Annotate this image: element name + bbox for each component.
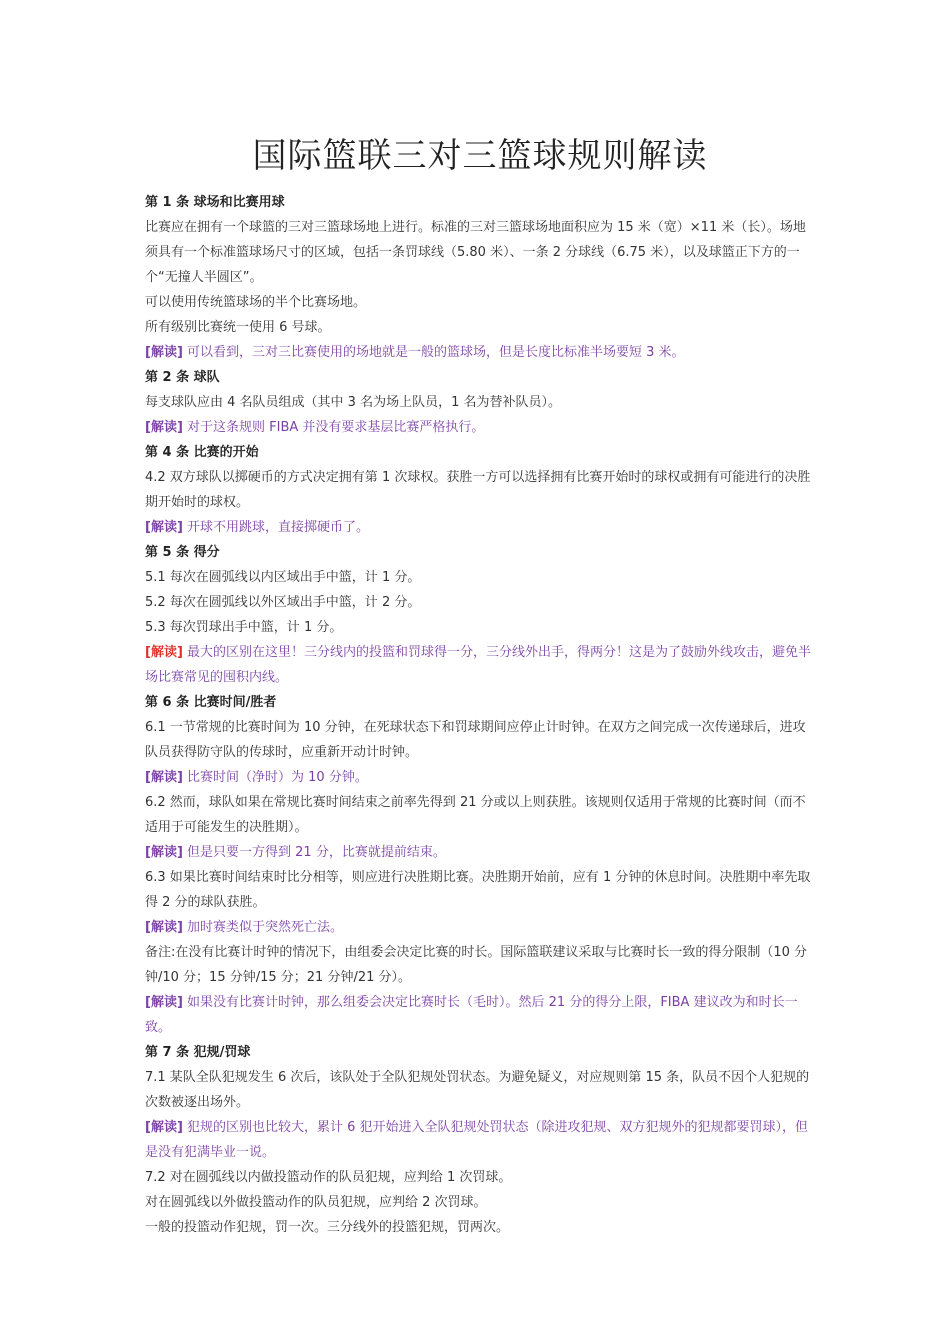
commentary-tag: [解读] <box>145 920 183 935</box>
commentary-paragraph <box>145 990 815 1040</box>
commentary-paragraph <box>145 415 815 440</box>
commentary-tag: [解读] <box>145 845 183 860</box>
paragraph-text: 所有级别比赛统一使用 6 号球。 <box>145 320 331 335</box>
rule-paragraph <box>145 315 815 340</box>
commentary-tag: [解读] <box>145 645 183 660</box>
paragraph-text: 第 6 条 比赛时间/胜者 <box>145 695 277 710</box>
rule-paragraph <box>145 940 815 990</box>
paragraph-text: 6.3 如果比赛时间结束时比分相等，则应进行决胜期比赛。决胜期开始前，应有 1 分钟的休息时间。决胜期中率先取得 2 分的球队获胜。 <box>145 870 811 910</box>
paragraph-text: 如果没有比赛计时钟，那么组委会决定比赛时长（毛时）。然后 21 分的得分上限，FIBA 建议改为和时长一致。 <box>145 995 798 1035</box>
commentary-tag: [解读] <box>145 770 183 785</box>
commentary-paragraph <box>145 915 815 940</box>
commentary-tag: [解读] <box>145 420 183 435</box>
paragraph-text: 7.1 某队全队犯规发生 6 次后，该队处于全队犯规处罚状态。为避免疑义，对应规则第 15 条，队员不因个人犯规的次数被逐出场外。 <box>145 1070 810 1110</box>
paragraph-text: 6.2 然而，球队如果在常规比赛时间结束之前率先得到 21 分或以上则获胜。该规则仅适用于常规的比赛时间（而不适用于可能发生的决胜期）。 <box>145 795 806 835</box>
paragraph-text: 备注:在没有比赛计时钟的情况下，由组委会决定比赛的时长。国际篮联建议采取与比赛时长一致的得分限制（10 分钟/10 分；15 分钟/15 分；21 分钟/21 分）。 <box>145 945 808 985</box>
paragraph-text: 7.2 对在圆弧线以内做投篮动作的队员犯规，应判给 1 次罚球。 <box>145 1170 512 1185</box>
commentary-paragraph <box>145 515 815 540</box>
section-heading <box>145 190 815 215</box>
commentary-paragraph <box>145 340 815 365</box>
rule-paragraph <box>145 290 815 315</box>
rule-paragraph <box>145 790 815 840</box>
rule-paragraph <box>145 715 815 765</box>
paragraph-text: 加时赛类似于突然死亡法。 <box>182 920 344 935</box>
rule-paragraph <box>145 615 815 640</box>
rule-paragraph <box>145 390 815 415</box>
commentary-tag: [解读] <box>145 1120 183 1135</box>
rule-paragraph <box>145 1190 815 1215</box>
paragraph-text: 第 1 条 球场和比赛用球 <box>145 195 285 210</box>
paragraph-text: 可以看到，三对三比赛使用的场地就是一般的篮球场，但是长度比标准半场要短 3 米。 <box>182 345 685 360</box>
rule-paragraph <box>145 1165 815 1190</box>
section-heading <box>145 540 815 565</box>
commentary-paragraph <box>145 1115 815 1165</box>
rule-paragraph <box>145 565 815 590</box>
paragraph-text: 但是只要一方得到 21 分，比赛就提前结束。 <box>182 845 446 860</box>
commentary-paragraph <box>145 765 815 790</box>
document-body <box>145 190 815 1240</box>
paragraph-text: 比赛时间（净时）为 10 分钟。 <box>182 770 368 785</box>
paragraph-text: 第 7 条 犯规/罚球 <box>145 1045 251 1060</box>
rule-paragraph <box>145 1065 815 1115</box>
paragraph-text: 5.1 每次在圆弧线以内区域出手中篮，计 1 分。 <box>145 570 421 585</box>
paragraph-text: 每支球队应由 4 名队员组成（其中 3 名为场上队员，1 名为替补队员）。 <box>145 395 561 410</box>
section-heading <box>145 440 815 465</box>
paragraph-text: 开球不用跳球，直接掷硬币了。 <box>182 520 370 535</box>
commentary-tag: [解读] <box>145 520 183 535</box>
rule-paragraph <box>145 590 815 615</box>
paragraph-text: 第 4 条 比赛的开始 <box>145 445 259 460</box>
rule-paragraph <box>145 1215 815 1240</box>
document-title: 国际篮联三对三篮球规则解读 <box>252 136 708 176</box>
rule-paragraph <box>145 865 815 915</box>
paragraph-text: 6.1 一节常规的比赛时间为 10 分钟，在死球状态下和罚球期间应停止计时钟。在双方之间完成一次传递球后，进攻队员获得防守队的传球时，应重新开动计时钟。 <box>145 720 806 760</box>
document-page <box>145 126 815 1240</box>
paragraph-text: 5.2 每次在圆弧线以外区域出手中篮，计 2 分。 <box>145 595 421 610</box>
section-heading <box>145 1040 815 1065</box>
paragraph-text: 对于这条规则 FIBA 并没有要求基层比赛严格执行。 <box>182 420 485 435</box>
commentary-paragraph <box>145 640 815 690</box>
paragraph-text: 4.2 双方球队以掷硬币的方式决定拥有第 1 次球权。获胜一方可以选择拥有比赛开始时的球权或拥有可能进行的决胜期开始时的球权。 <box>145 470 811 510</box>
paragraph-text: 一般的投篮动作犯规，罚一次。三分线外的投篮犯规，罚两次。 <box>145 1220 510 1235</box>
section-heading <box>145 690 815 715</box>
paragraph-text: 第 5 条 得分 <box>145 545 220 560</box>
paragraph-text: 最大的区别在这里！三分线内的投篮和罚球得一分，三分线外出手，得两分！这是为了鼓励外线攻击，避免半场比赛常见的囤积内线。 <box>145 645 812 685</box>
paragraph-text: 5.3 每次罚球出手中篮，计 1 分。 <box>145 620 343 635</box>
rule-paragraph <box>145 465 815 515</box>
rule-paragraph <box>145 215 815 290</box>
paragraph-text: 对在圆弧线以外做投篮动作的队员犯规，应判给 2 次罚球。 <box>145 1195 487 1210</box>
paragraph-text: 可以使用传统篮球场的半个比赛场地。 <box>145 295 367 310</box>
paragraph-text: 第 2 条 球队 <box>145 370 220 385</box>
section-heading <box>145 365 815 390</box>
commentary-tag: [解读] <box>145 345 183 360</box>
commentary-tag: [解读] <box>145 995 183 1010</box>
paragraph-text: 犯规的区别也比较大，累计 6 犯开始进入全队犯规处罚状态（除进攻犯规、双方犯规外的犯规都要罚球），但是没有犯满毕业一说。 <box>145 1120 809 1160</box>
paragraph-text: 比赛应在拥有一个球篮的三对三篮球场地上进行。标准的三对三篮球场地面积应为 15 米（宽）×11 米（长）。场地须具有一个标准篮球场尺寸的区域，包括一条罚球线（5.80 米）、一条 2 分球线（6.75 米），以及球篮正下方的一个“无撞人半圆区”。 <box>145 220 806 285</box>
commentary-paragraph <box>145 840 815 865</box>
